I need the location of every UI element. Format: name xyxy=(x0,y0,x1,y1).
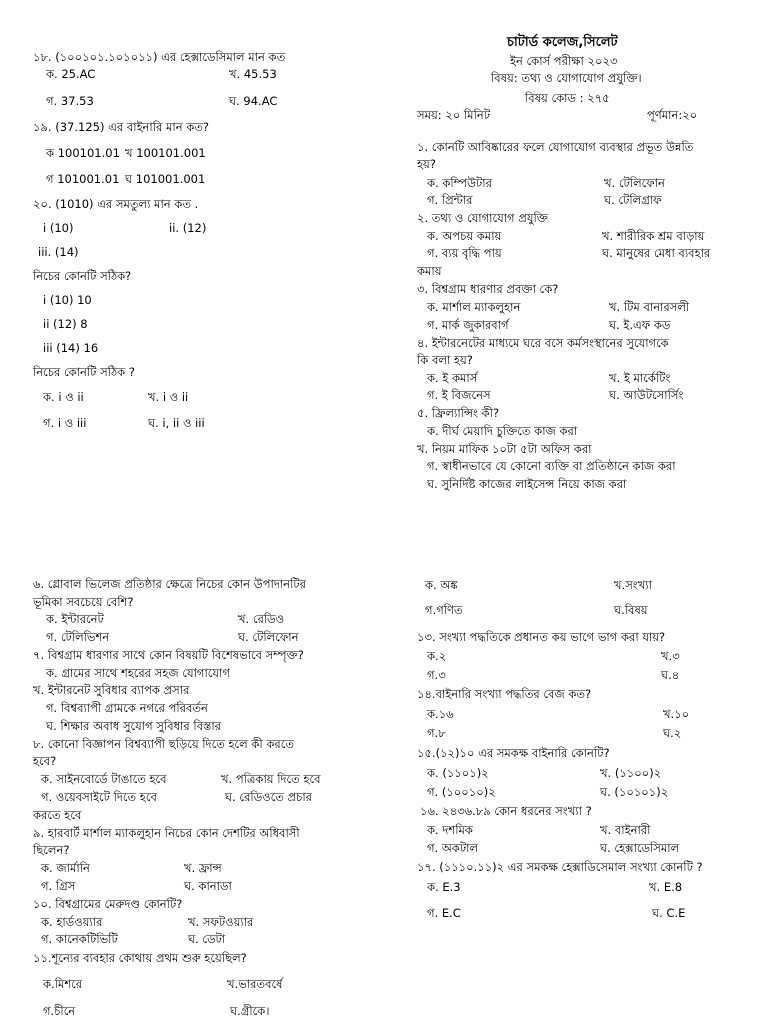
q8-stem-line2: হবে? xyxy=(33,754,57,768)
q18-option-ga: গ. 37.53 xyxy=(46,94,94,108)
q3-option-ka: ক. মার্শাল ম্যাকলুহান xyxy=(427,300,521,314)
q7-option-kha: খ. ইন্টারনেট সুবিধার ব্যাপক প্রসার xyxy=(33,683,190,697)
q20-item-iii: iii. (14) xyxy=(38,245,79,259)
q18-option-kha: খ. 45.53 xyxy=(229,67,277,81)
q7-option-ga: গ. বিশ্বব্যাপী গ্রামকে নগরে পরিবর্তন xyxy=(46,701,208,715)
q17-option-ka: ক. E.3 xyxy=(427,880,461,894)
q20-option-ka: ক. i ও ii xyxy=(43,390,84,404)
q16-stem: ১৬. ২৪৩৬.৮৯ কোন ধরনের সংখ্যা ? xyxy=(420,804,592,818)
q1-option-gha: ঘ. টেলিগ্রাফ xyxy=(604,193,662,207)
q2-option-ga: গ. ব্যয় বৃদ্ধি পায় xyxy=(427,246,502,260)
q15-stem: ১৫.(১২)১০ এর সমকক্ষ বাইনারি কোনটি? xyxy=(417,746,610,760)
q9-stem-line2: ছিলেন? xyxy=(33,843,70,857)
q8-option-kha: খ. পত্রিকায় দিতে হবে xyxy=(221,772,321,786)
q15-option-ka: ক. (১১০১)২ xyxy=(427,766,489,780)
q1-stem-line1: ১. কোনটি আবিষ্কারের ফলে যোগাযোগ ব্যবস্থার প্রভূত উন্নতি xyxy=(417,140,694,154)
q19-option-ka: ক 100101.01 xyxy=(46,146,120,160)
q10-option-ka: ক. হার্ডওয়্যার xyxy=(41,915,103,929)
q9-option-gha: ঘ. কানাডা xyxy=(184,879,232,893)
q6-option-gha: ঘ. টেলিফোন xyxy=(238,630,299,644)
q17-stem: ১৭. (১১১০.১১)২ এর সমকক্ষ হেক্সাডিসেমাল সংখ্যা কোনটি ? xyxy=(417,860,703,874)
q6-stem-line1: ৬. গ্লোবাল ভিলেজ প্রতিষ্ঠার ক্ষেত্রে নিচের কোন উপাদানটির xyxy=(33,577,306,591)
q11-option-ka: ক.মিশরে xyxy=(43,977,83,991)
q10-stem: ১০. বিশ্বগ্রামের মেরুদণ্ড কোনটি? xyxy=(33,897,183,911)
q6-option-ga: গ. টেলিভিশন xyxy=(46,630,110,644)
q3-option-gha: ঘ. ই.এফ কড xyxy=(609,318,671,332)
q19-option-gha: ঘ 101001.001 xyxy=(125,172,206,186)
subject-code: বিষয় কোড : ২৭৫ xyxy=(525,91,610,105)
q16-option-ka: ক. দশমিক xyxy=(427,823,473,837)
q4-option-ga: গ. ই বিজনেস xyxy=(427,388,491,402)
full-marks-label: পূর্ণমান:২০ xyxy=(647,108,698,122)
q2-option-gha: ঘ. মানুষের মেধা ব্যবহার xyxy=(602,246,711,260)
q2-option-ka: ক. অপচয় কমায় xyxy=(427,229,502,243)
q19-option-kha: খ 100101.001 xyxy=(125,146,206,160)
q9-option-ga: গ. গ্রিস xyxy=(41,879,76,893)
q20-pair-iii: iii (14) 16 xyxy=(43,341,99,355)
q7-option-gha: ঘ. শিক্ষার অবাধ সুযোগ সুবিধার বিস্তার xyxy=(46,719,221,733)
q1-stem-line2: হয়? xyxy=(417,157,436,171)
q2-stem: ২. তথ্য ও যোগাযোগ প্রযুক্তি xyxy=(417,211,548,225)
q20-stem: ২০. (1010) এর সমতুল্য মান কত . xyxy=(33,197,199,211)
q3-option-kha: খ. টিম বানারসলী xyxy=(609,300,690,314)
q3-stem: ৩. বিশ্বগ্রাম ধারণার প্রবক্তা কে? xyxy=(417,282,559,296)
q2-option-cont: কমায় xyxy=(417,264,442,278)
q16-option-ga: গ. অকটাল xyxy=(427,841,479,855)
q20-option-gha: ঘ. i, ii ও iii xyxy=(148,416,205,430)
q4-option-kha: খ. ই মার্কেটিং xyxy=(609,371,671,385)
q18-option-ka: ক. 25.AC xyxy=(46,67,96,81)
q20-pair-i: i (10) 10 xyxy=(43,293,92,307)
q14-stem: ১৪.বাইনারি সংখ্যা পদ্ধতির বেজ কত? xyxy=(417,687,592,701)
q4-option-gha: ঘ. আউটসোর্সিং xyxy=(609,388,684,402)
q15-option-kha: খ. (১১০০)২ xyxy=(600,766,662,780)
q13-option-ka: ক.২ xyxy=(427,649,447,663)
q20-item-ii: ii. (12) xyxy=(169,221,207,235)
q19-option-ga: গ 101001.01 xyxy=(46,172,120,186)
q9-option-kha: খ. ফ্রান্স xyxy=(184,861,222,875)
q10-option-kha: খ. সফটওয়্যার xyxy=(188,915,254,929)
q12-option-ka: ক. অঙ্ক xyxy=(425,578,458,592)
q1-option-ka: ক. কম্পিউটার xyxy=(427,176,492,190)
time-label: সময়: ২০ মিনিট xyxy=(417,108,490,122)
q4-option-ka: ক. ই কমার্স xyxy=(427,371,478,385)
q1-option-ga: গ. প্রিন্টার xyxy=(427,193,473,207)
q8-stem-line1: ৮. কোনো বিজ্ঞাপন বিশ্বব্যাপী ছড়িয়ে দিতে হলে কী করতে xyxy=(33,737,294,751)
q8-option-ga: গ. ওয়েবসাইটে দিতে হবে xyxy=(41,790,157,804)
q18-stem: ১৮. (১০০১০১.১০১০১১) এর হেক্সাডেসিমাল মান কত xyxy=(33,50,286,64)
q12-option-ga: গ.গণিত xyxy=(425,603,463,617)
q7-stem: ৭. বিশ্বগ্রাম ধারণার সাথে কোন বিষয়টি বিশেষভাবে সম্পৃক্ত? xyxy=(33,648,304,662)
college-name: চাটার্ড কলেজ,সিলেট xyxy=(507,35,618,50)
q20-pair-ii: ii (12) 8 xyxy=(43,317,88,331)
q5-option-kha: খ. নিয়ম মাফিক ১০টা ৫টা অফিস করা xyxy=(417,442,592,456)
q10-option-gha: ঘ. ডেটা xyxy=(188,932,226,946)
q8-option-ka: ক. সাইনবোর্ডে টাঙাতে হবে xyxy=(41,772,167,786)
q20-item-i: i (10) xyxy=(43,221,74,235)
q15-option-gha: ঘ. (১০১০১)২ xyxy=(600,785,669,799)
q20-prompt: নিচের কোনটি সঠিক? xyxy=(33,269,132,283)
q16-option-gha: ঘ. হেক্সাডেসিমাল xyxy=(600,841,680,855)
q5-stem: ৫. ফ্রিল্যান্সিং কী? xyxy=(417,406,500,420)
exam-title: ইন কোর্স পরীক্ষা ২০২৩ xyxy=(510,54,618,68)
q8-option-gha: ঘ. রেডিওতে প্রচার xyxy=(225,790,312,804)
q19-stem: ১৯. (37.125) এর বাইনারি মান কত? xyxy=(33,120,210,134)
q13-stem: ১৩. সংখ্যা পদ্ধতিকে প্রধানত কয় ভাগে ভাগ করা যায়? xyxy=(417,630,666,644)
q11-stem: ১১.শূন্যের ব্যবহার কোথায় প্রথম শুরু হয়েছিল? xyxy=(33,951,247,965)
q17-option-gha: ঘ. C.E xyxy=(652,906,686,920)
q17-option-ga: গ. E.C xyxy=(427,906,461,920)
q20-option-ga: গ. i ও iii xyxy=(43,416,87,430)
q9-option-ka: ক. জার্মানি xyxy=(41,861,90,875)
q12-option-gha: ঘ.বিষয় xyxy=(614,603,648,617)
q14-option-ka: ক.১৬ xyxy=(427,707,454,721)
q2-option-kha: খ. শারীরিক শ্রম বাড়ায় xyxy=(602,229,705,243)
q14-option-gha: ঘ.২ xyxy=(663,726,682,740)
q20-prompt-2: নিচের কোনটি সঠিক ? xyxy=(33,365,135,379)
q14-option-kha: খ.১০ xyxy=(663,707,690,721)
q6-stem-line2: ভূমিকা সবচেয়ে বেশি? xyxy=(33,595,134,609)
subject-line: বিষয়: তথ্য ও যোগাযোগ প্রযুক্তি। xyxy=(491,71,642,85)
q6-option-kha: খ. রেডিও xyxy=(238,612,285,626)
q5-option-gha: ঘ. সুনির্দিষ্ট কাজের লাইসেন্স নিয়ে কাজ করা xyxy=(427,477,627,491)
q20-option-kha: খ. i ও ii xyxy=(148,390,189,404)
q16-option-kha: খ. বাইনারী xyxy=(600,823,651,837)
q17-option-kha: খ. E.8 xyxy=(649,880,683,894)
q5-option-ga: গ. স্বাধীনভাবে যে কোনো ব্যক্তি বা প্রতিষ্ঠানে কাজ করা xyxy=(427,459,676,473)
q8-option-cont: করতে হবে xyxy=(33,808,82,822)
q14-option-ga: গ.৮ xyxy=(427,726,446,740)
q15-option-ga: গ. (১০০১০)২ xyxy=(427,785,496,799)
q5-option-ka: ক. দীর্ঘ মেয়াদি চুক্তিতে কাজ করা xyxy=(427,424,578,438)
q18-option-gha: ঘ. 94.AC xyxy=(229,94,278,108)
q10-option-ga: গ. কানেকটিভিটি xyxy=(41,932,118,946)
q7-option-ka: ক. গ্রামের সাথে শহরের সহজ যোগাযোগ xyxy=(46,666,230,680)
q4-stem-line1: ৪. ইন্টারনেটের মাধ্যমে ঘরে বসে কর্মসংস্থানের সুযোগকে xyxy=(417,336,669,350)
q12-option-kha: খ.সংখ্যা xyxy=(614,578,652,592)
q9-stem-line1: ৯. হারবার্ট মার্শাল ম্যাকলুহান নিচের কোন দেশটির অধিবাসী xyxy=(33,826,300,840)
q13-option-gha: ঘ.৪ xyxy=(661,668,680,682)
q4-stem-line2: কি বলা হয়? xyxy=(417,353,473,367)
q1-option-kha: খ. টেলিফোন xyxy=(604,176,665,190)
q11-option-kha: খ.ভারতবর্ষে xyxy=(227,977,283,991)
q13-option-kha: খ.৩ xyxy=(661,649,680,663)
q6-option-ka: ক. ইন্টারনেট xyxy=(46,612,104,626)
q11-option-ga: গ.চীনে xyxy=(43,1004,76,1018)
q13-option-ga: গ.৩ xyxy=(427,668,446,682)
q11-option-gha: ঘ.গ্রীকে। xyxy=(230,1004,270,1018)
q3-option-ga: গ. মার্ক জুকারবার্গ xyxy=(427,318,509,332)
